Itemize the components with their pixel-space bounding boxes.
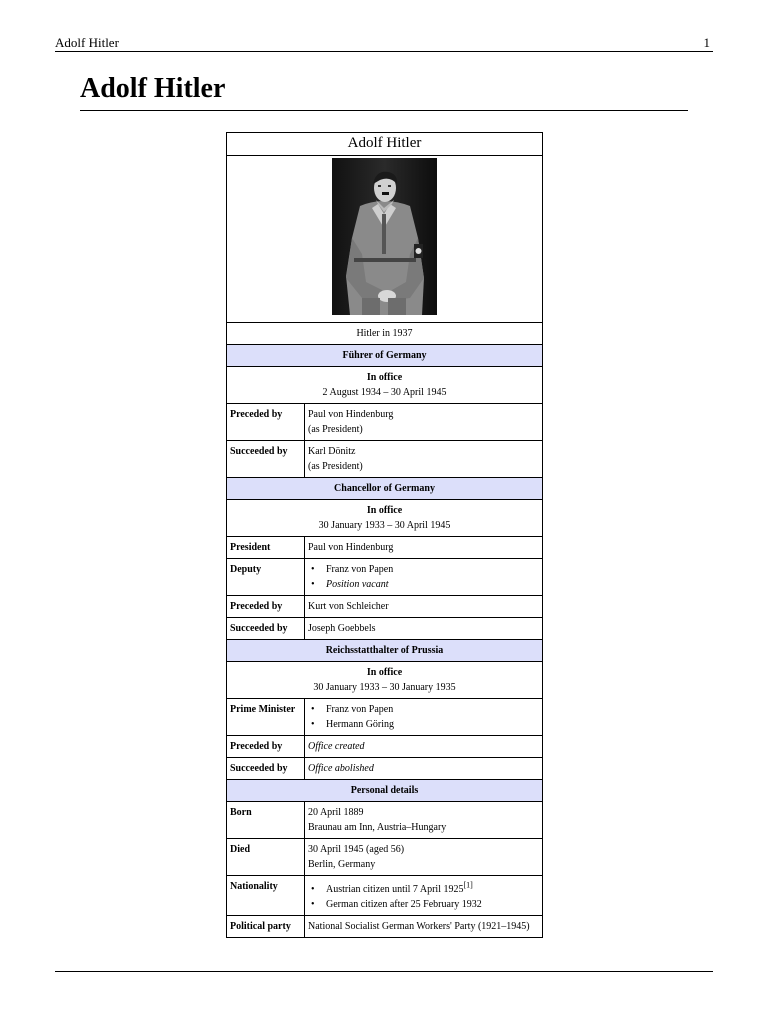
list-item[interactable]: • Franz von Papen xyxy=(308,562,539,577)
image-caption: Hitler in 1937 xyxy=(227,323,543,345)
row-label: Preceded by xyxy=(227,404,305,441)
infobox xyxy=(226,132,543,938)
nationality-austrian: Austrian citizen until 7 April 1925 xyxy=(326,884,464,895)
page-title: Adolf Hitler xyxy=(80,72,688,111)
page-number: 1 xyxy=(703,35,710,50)
row-died xyxy=(227,839,543,876)
death-date[interactable]: 30 April 1945 (aged 56) xyxy=(308,844,405,855)
birth-place[interactable]: Braunau am Inn, Austria–Hungary xyxy=(308,822,447,833)
predecessor-note: (as President) xyxy=(308,424,363,435)
row-nationality xyxy=(227,876,543,916)
in-office-dates: 2 August 1934 – 30 April 1945 xyxy=(322,387,447,398)
row-value xyxy=(305,876,543,916)
row-label: Born xyxy=(227,802,305,839)
row-preceded-by xyxy=(227,404,543,441)
running-header xyxy=(55,35,713,52)
row-label: Preceded by xyxy=(227,596,305,618)
death-place[interactable]: Berlin, Germany xyxy=(308,859,376,870)
row-label: Preceded by xyxy=(227,736,305,758)
list-item: • German citizen after 25 February 1932 xyxy=(308,897,539,912)
birth-date[interactable]: 20 April 1889 xyxy=(308,807,364,818)
in-office-label: In office xyxy=(366,372,403,383)
row-value xyxy=(305,802,543,839)
row-label: Succeeded by xyxy=(227,441,305,478)
row-succeeded-by xyxy=(227,618,543,640)
row-label: Prime Minister xyxy=(227,699,305,736)
row-value: Office abolished xyxy=(305,758,543,780)
list-item: • Position vacant xyxy=(308,577,539,592)
list-item[interactable]: • Franz von Papen xyxy=(308,702,539,717)
list-item[interactable]: • Hermann Göring xyxy=(308,717,539,732)
row-value xyxy=(305,404,543,441)
in-office-prussia xyxy=(227,662,543,699)
infobox-title: Adolf Hitler xyxy=(227,133,543,156)
row-value xyxy=(305,839,543,876)
section-heading-personal: Personal details xyxy=(227,780,543,802)
in-office-chancellor xyxy=(227,500,543,537)
nationality-list xyxy=(308,879,539,912)
deputy-list xyxy=(308,562,539,592)
row-label: Died xyxy=(227,839,305,876)
running-header-title: Adolf Hitler xyxy=(55,35,119,50)
row-value[interactable]: Paul von Hindenburg xyxy=(305,537,543,559)
footer-rule xyxy=(55,971,713,972)
row-deputy xyxy=(227,559,543,596)
row-value xyxy=(305,559,543,596)
row-label: Deputy xyxy=(227,559,305,596)
row-prime-minister xyxy=(227,699,543,736)
row-value xyxy=(305,699,543,736)
row-label: Political party xyxy=(227,916,305,938)
row-preceded-by xyxy=(227,736,543,758)
in-office-dates: 30 January 1933 – 30 January 1935 xyxy=(313,682,456,693)
row-value: Office created xyxy=(305,736,543,758)
portrait-photo[interactable] xyxy=(332,158,437,315)
successor-note: (as President) xyxy=(308,461,363,472)
row-label: Succeeded by xyxy=(227,618,305,640)
in-office-label: In office xyxy=(366,667,403,678)
row-president xyxy=(227,537,543,559)
in-office-label: In office xyxy=(366,505,403,516)
row-born xyxy=(227,802,543,839)
infobox-image-cell xyxy=(227,156,543,323)
row-label: President xyxy=(227,537,305,559)
row-value[interactable]: Kurt von Schleicher xyxy=(305,596,543,618)
row-succeeded-by xyxy=(227,758,543,780)
row-label: Nationality xyxy=(227,876,305,916)
row-value[interactable]: Joseph Goebbels xyxy=(305,618,543,640)
list-item xyxy=(308,882,539,897)
row-value xyxy=(305,441,543,478)
section-heading-fuhrer: Führer of Germany xyxy=(227,345,543,367)
section-heading-prussia: Reichsstatthalter of Prussia xyxy=(227,640,543,662)
section-heading-chancellor: Chancellor of Germany xyxy=(227,478,543,500)
footnote-ref[interactable]: [1] xyxy=(463,880,473,890)
in-office-dates: 30 January 1933 – 30 April 1945 xyxy=(318,520,451,531)
successor-link[interactable]: Karl Dönitz xyxy=(308,446,356,457)
row-political-party xyxy=(227,916,543,938)
predecessor-link[interactable]: Paul von Hindenburg xyxy=(308,409,394,420)
row-succeeded-by xyxy=(227,441,543,478)
row-value[interactable]: National Socialist German Workers' Party (1921–1945) xyxy=(305,916,543,938)
row-label: Succeeded by xyxy=(227,758,305,780)
row-preceded-by xyxy=(227,596,543,618)
in-office-fuhrer xyxy=(227,367,543,404)
prime-minister-list xyxy=(308,702,539,732)
